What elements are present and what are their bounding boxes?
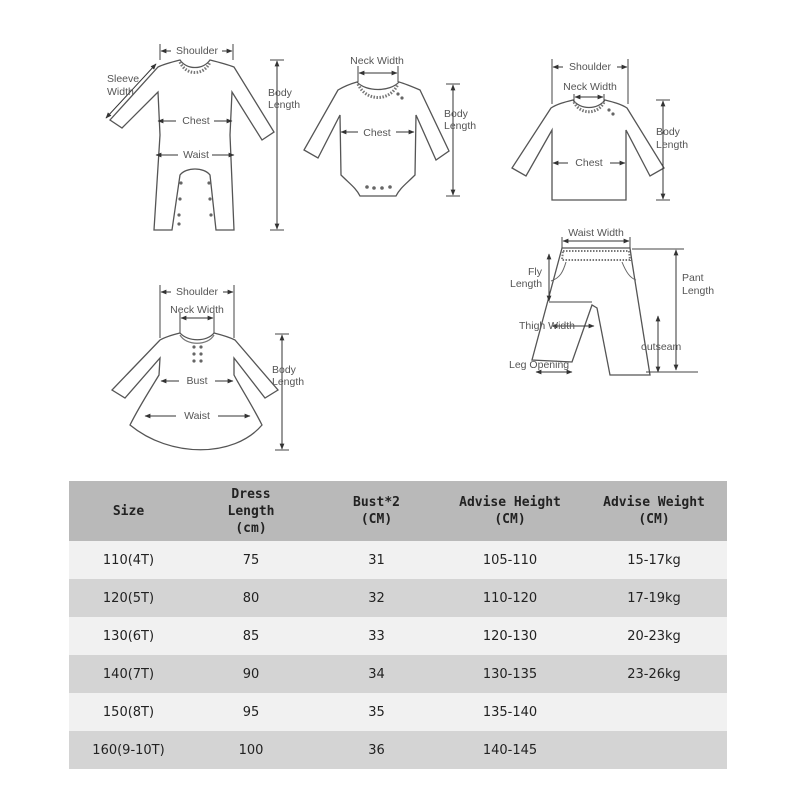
top-chest-label: Chest — [575, 157, 603, 169]
cell-size: 140(7T) — [69, 655, 188, 693]
dress-body-length-label-line2: Length — [272, 376, 305, 388]
top-body-length-label-line2: Length — [656, 139, 689, 151]
cell-size: 160(9-10T) — [69, 731, 188, 769]
header-size: Size — [69, 481, 188, 541]
pants-pant-length-label-line2: Length — [682, 285, 715, 297]
dress-bust-label: Bust — [186, 375, 208, 387]
table-row — [69, 731, 727, 769]
dress-body-length-label-line1: Body — [272, 364, 296, 376]
cell-advise-weight: 20-23kg — [581, 617, 727, 655]
cell-size: 130(6T) — [69, 617, 188, 655]
bodysuit-neck-width-label: Neck Width — [350, 55, 404, 67]
table-header-row — [69, 481, 727, 541]
cell-size: 120(5T) — [69, 579, 188, 617]
pants-fly-length-label-line2: Length — [510, 278, 543, 290]
cell-bust: 33 — [314, 617, 439, 655]
table-row — [69, 579, 727, 617]
romper-body-length-label-line2: Length — [268, 99, 301, 111]
romper-diagram — [106, 44, 300, 230]
cell-dress-length: 100 — [188, 731, 314, 769]
pants-waist-width-label: Waist Width — [568, 227, 624, 239]
romper-outline — [110, 60, 274, 230]
top-shoulder-label: Shoulder — [568, 61, 612, 73]
bodysuit-outline — [304, 82, 449, 196]
header-bust: Bust*2 (CM) — [314, 481, 439, 541]
cell-size: 150(8T) — [69, 693, 188, 731]
cell-bust: 34 — [314, 655, 439, 693]
cell-bust: 31 — [314, 541, 439, 579]
top-diagram — [512, 59, 688, 200]
cell-advise-weight: 15-17kg — [581, 541, 727, 579]
table-row — [69, 617, 727, 655]
dress-diagram — [112, 285, 304, 450]
cell-advise-weight: 23-26kg — [581, 655, 727, 693]
cell-dress-length: 95 — [188, 693, 314, 731]
cell-bust: 35 — [314, 693, 439, 731]
cell-advise-weight — [581, 693, 727, 731]
cell-dress-length: 85 — [188, 617, 314, 655]
cell-advise-height: 110-120 — [439, 579, 581, 617]
pants-diagram — [509, 227, 714, 375]
cell-advise-weight — [581, 731, 727, 769]
cell-dress-length: 90 — [188, 655, 314, 693]
cell-advise-weight: 17-19kg — [581, 579, 727, 617]
dress-outline — [112, 333, 278, 450]
cell-bust: 36 — [314, 731, 439, 769]
cell-advise-height: 105-110 — [439, 541, 581, 579]
romper-chest-label: Chest — [182, 115, 210, 127]
romper-snap-buttons — [177, 181, 212, 225]
bodysuit-chest-label: Chest — [363, 127, 391, 139]
bodysuit-body-length-label-line2: Length — [444, 120, 477, 132]
cell-bust: 32 — [314, 579, 439, 617]
romper-body-length-label-line1: Body — [268, 87, 292, 99]
top-neck-width-label: Neck Width — [563, 81, 617, 93]
table-row — [69, 693, 727, 731]
dress-neck-width-label: Neck Width — [170, 304, 224, 316]
romper-sleeve-width-label-line1: Sleeve — [107, 73, 140, 85]
dress-shoulder-label: Shoulder — [175, 286, 219, 298]
pants-thigh-width-label: Thigh Width — [519, 320, 576, 332]
romper-shoulder-label: Shoulder — [175, 45, 219, 57]
cell-dress-length: 80 — [188, 579, 314, 617]
top-outline — [512, 100, 664, 200]
cell-advise-height: 130-135 — [439, 655, 581, 693]
pants-leg-opening-label: Leg Opening — [509, 359, 570, 371]
size-chart-table — [69, 481, 727, 769]
pants-outline — [532, 248, 650, 375]
table-row — [69, 655, 727, 693]
romper-waist-label: Waist — [183, 149, 209, 161]
cell-advise-height: 140-145 — [439, 731, 581, 769]
header-advise-height: Advise Height (CM) — [439, 481, 581, 541]
top-body-length-label-line1: Body — [656, 126, 680, 138]
table-row — [69, 541, 727, 579]
header-advise-weight: Advise Weight (CM) — [581, 481, 727, 541]
cell-dress-length: 75 — [188, 541, 314, 579]
bodysuit-body-length-label-line1: Body — [444, 108, 468, 120]
cell-advise-height: 120-130 — [439, 617, 581, 655]
bodysuit-diagram — [304, 55, 476, 196]
pants-pant-length-label-line1: Pant — [682, 272, 704, 284]
romper-sleeve-width-label-line2: Width — [107, 86, 134, 98]
pants-outseam-label: outseam — [641, 341, 682, 353]
dress-waist-label: Waist — [184, 410, 210, 422]
cell-advise-height: 135-140 — [439, 693, 581, 731]
cell-size: 110(4T) — [69, 541, 188, 579]
pants-fly-length-label-line1: Fly — [528, 266, 542, 278]
header-dress-length: Dress Length (cm) — [188, 481, 314, 541]
